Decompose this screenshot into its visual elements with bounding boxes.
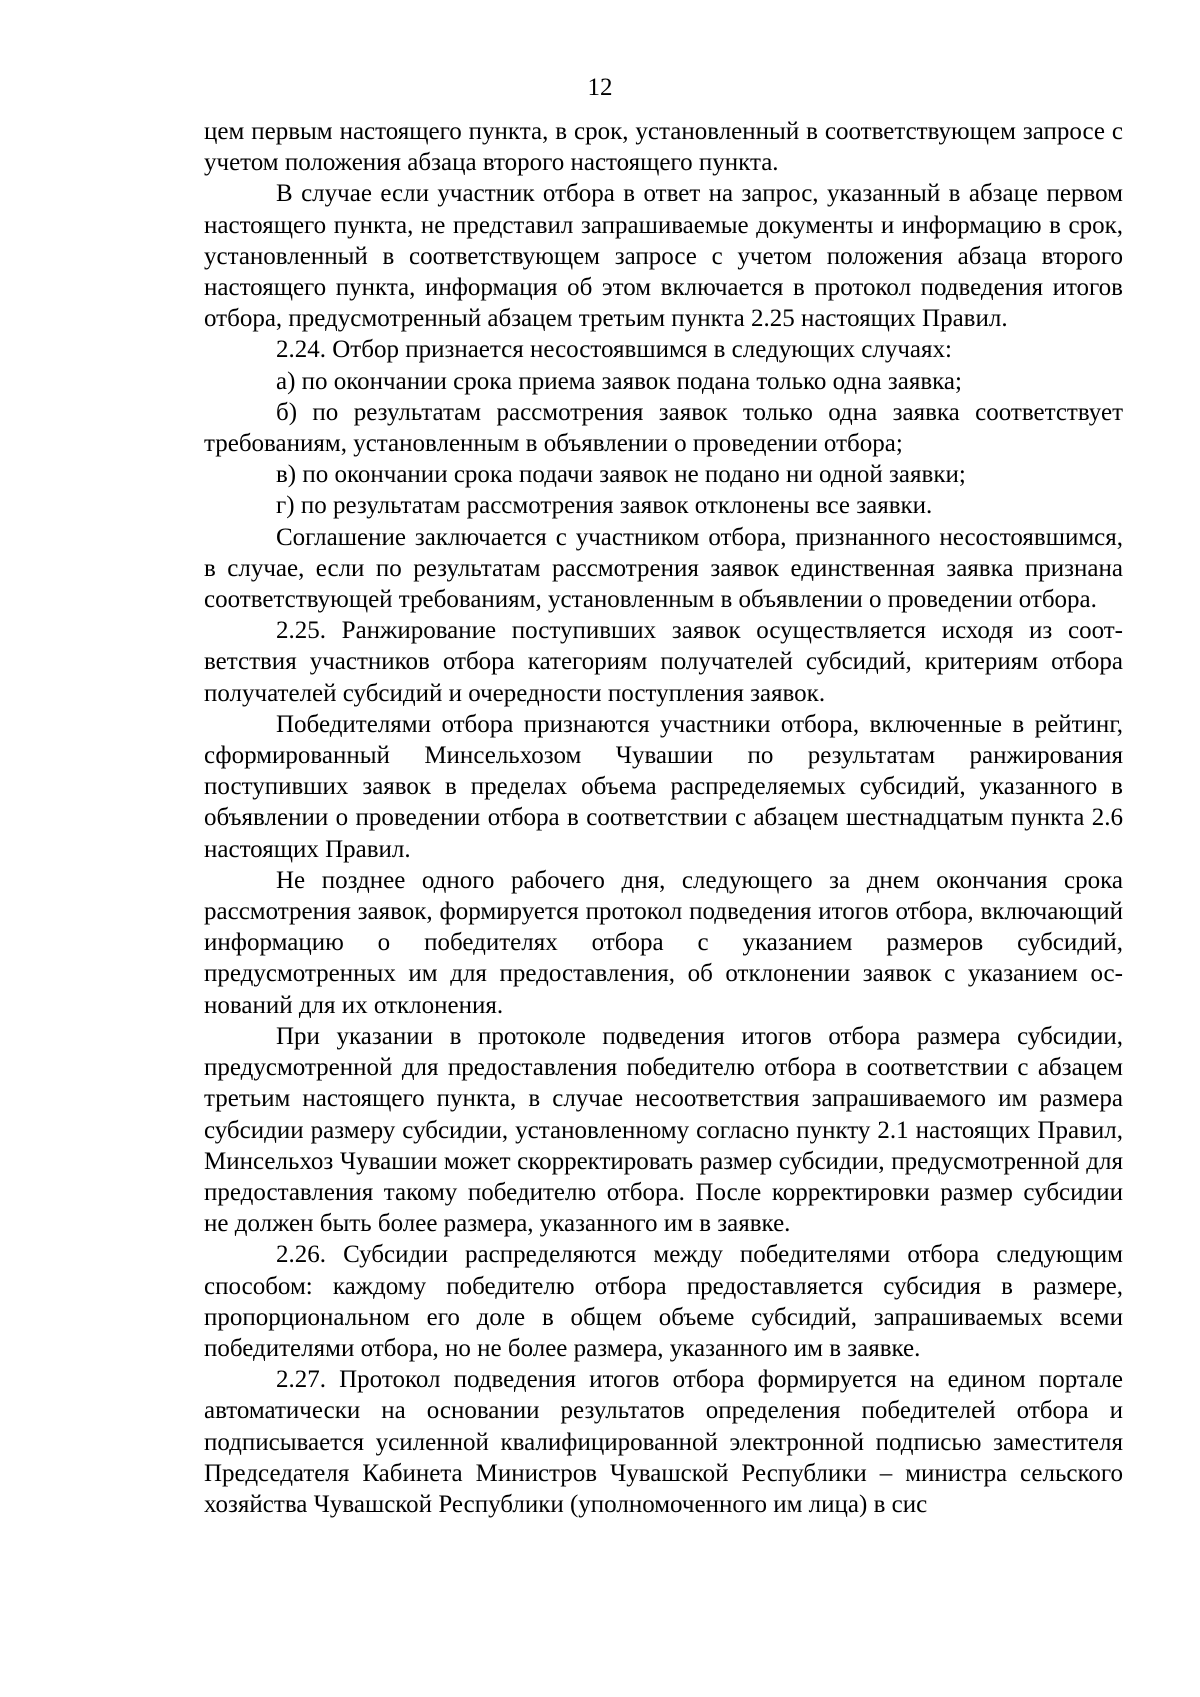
paragraph: цем первым настоящего пункта, в срок, установленный в соответствующем запросе с учетом положения абзаца второго настоящего пункта. [204, 118, 1123, 177]
list-item-a: а) по окончании срока приема заявок подана только одна заявка; [276, 367, 962, 395]
paragraph: Соглашение заключается с участником отбора, признанного несостоявшимся, в случае, если по результатам рассмотрения заявок единственная заявка признана соответствующей требованиям, установленным в объявлении о проведении отбора. [204, 523, 1123, 614]
page-number: 12 [587, 74, 613, 101]
paragraph: 2.24. Отбор признается несостоявшимся в следующих случаях: [276, 336, 952, 364]
document-body [204, 116, 1123, 1520]
paragraph: Не позднее одного рабочего дня, следующего за днем окончания срока рассмотрения заявок, формируется протокол подведения итогов отбора, включающий информацию о победителях отбора с указанием размеров субсидий, предусмотренных им для предоставления, об отклонении заявок с указанием оснований для их отклонения. [204, 866, 1123, 1019]
paragraph: 2.27. Протокол подведения итогов отбора формируется на едином портале автоматически на основании результатов определения победителей отбора и подписывается усиленной квалифицированной электронной подписью заместителя Председателя Кабинета Министров Чувашской Республики – министра сельского хозяйства Чувашской Республики (уполномоченного им лица) в сис [204, 1366, 1123, 1518]
paragraph: Победителями отбора признаются участники отбора, включенные в рейтинг, сформированный Минсельхозом Чувашии по результатам ранжирования поступивших заявок в пределах объема распределяемых субсидий, указанного в объявлении о проведении отбора в соответствии с абзацем шестнадцатым пункта 2.6 настоящих Правил. [204, 710, 1123, 863]
paragraph: 2.26. Субсидии распределяются между победителями отбора следующим способом: каждому победителю отбора предоставляется субсидия в размере, пропорциональном его доле в общем объеме субсидий, запрашиваемых всеми победителями отбора, но не более размера, указанного им в заявке. [204, 1241, 1123, 1362]
list-item-v: в) по окончании срока подачи заявок не подано ни одной заявки; [276, 461, 966, 489]
list-item-b: б) по результатам рассмотрения заявок только одна заявка соответствует требованиям, установленным в объявлении о проведении отбора; [204, 398, 1123, 458]
paragraph: При указании в протоколе подведения итогов отбора размера субсидии, предусмотренной для предоставления победителю отбора в соответствии с абзацем третьим настоящего пункта, в случае несоответствия запрашиваемого им размера субсидии размеру субсидии, установленному согласно пункту 2.1 настоящих Правил, Минсельхоз Чувашии может скорректировать размер субсидии, предусмотренной для предоставления такому победителю отбора. После корректировки размер субсидии не должен быть более размера, указанного им в заявке. [204, 1022, 1123, 1238]
paragraph: 2.25. Ранжирование поступивших заявок осуществляется исходя из соответствия участников отбора категориям получателей субсидий, критериям отбора получателей субсидий и очередности поступления заявок. [204, 617, 1123, 707]
list-item-g: г) по результатам рассмотрения заявок отклонены все заявки. [276, 492, 933, 520]
paragraph: В случае если участник отбора в ответ на запрос, указанный в абзаце первом настоящего пункта, не представил запрашиваемые документы и информацию в срок, установленный в соответствующем запросе с учетом положения абзаца второго настоящего пункта, информация об этом включается в протокол подведения итогов отбора, предусмотренный абзацем третьим пункта 2.25 настоящих Правил. [204, 180, 1123, 333]
